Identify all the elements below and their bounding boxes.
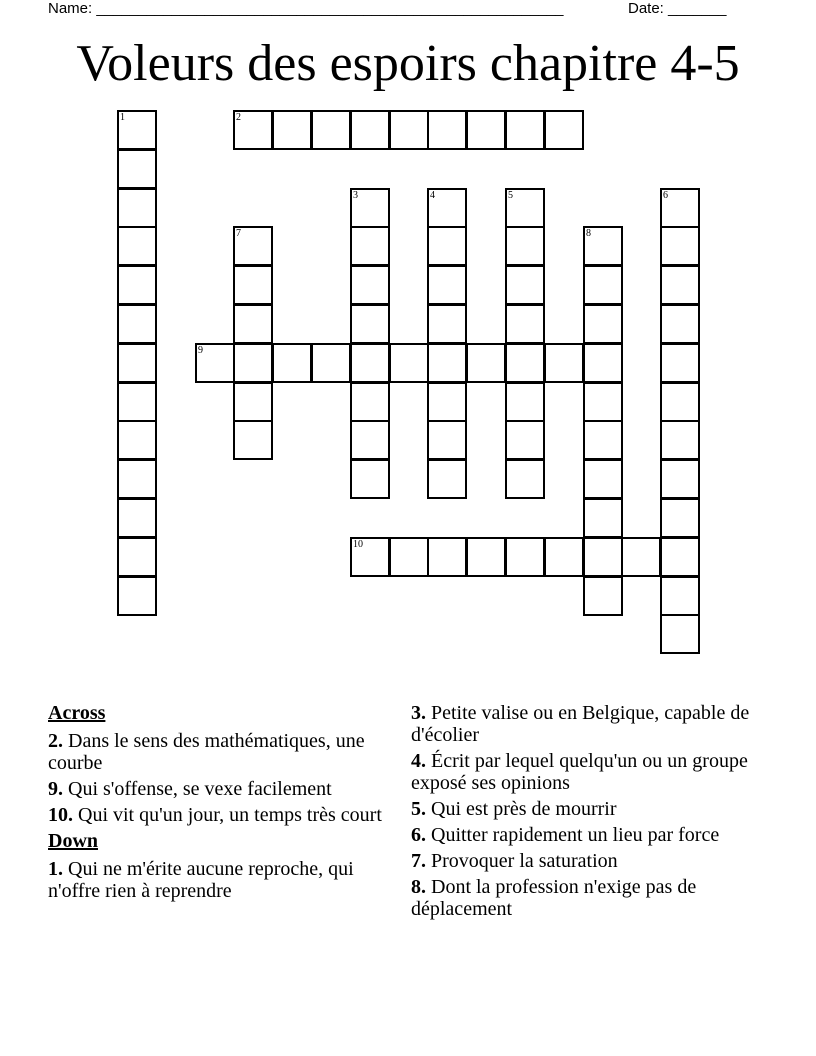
grid-cell[interactable] [660,420,700,460]
grid-cell[interactable] [350,304,390,344]
grid-cell[interactable] [350,343,390,383]
grid-cell[interactable] [466,343,506,383]
grid-cell[interactable] [350,226,390,266]
grid-cell[interactable] [427,188,467,228]
clue-down-6 [411,824,751,846]
clue-down-7 [411,850,751,872]
grid-cell[interactable] [505,382,545,422]
page-title: Voleurs des espoirs chapitre 4-5 [76,35,740,92]
grid-cell[interactable] [660,188,700,228]
grid-cell[interactable] [117,382,157,422]
grid-cell[interactable] [505,459,545,499]
grid-cell[interactable] [505,343,545,383]
grid-cell[interactable] [233,382,273,422]
grid-cell[interactable] [117,537,157,577]
cell-number: 2 [236,112,241,123]
grid-cell[interactable] [117,304,157,344]
grid-cell[interactable] [311,343,351,383]
cell-number: 6 [663,190,668,201]
grid-cell[interactable] [350,110,390,150]
name-field[interactable]: Name: ________________________________________________________ [48,0,564,17]
grid-cell[interactable] [427,110,467,150]
grid-cell[interactable] [544,110,584,150]
grid-cell[interactable] [427,420,467,460]
grid-cell[interactable] [233,110,273,150]
grid-cell[interactable] [505,537,545,577]
clue-number: 8. [411,876,426,898]
clue-down-5 [411,798,751,820]
grid-cell[interactable] [272,343,312,383]
cell-number: 10 [353,539,363,550]
clue-number: 6. [411,824,426,846]
cell-number: 8 [586,228,591,239]
grid-cell[interactable] [272,110,312,150]
grid-cell[interactable] [427,459,467,499]
grid-cell[interactable] [660,265,700,305]
clue-number: 1. [48,858,63,880]
grid-cell[interactable] [505,226,545,266]
grid-cell[interactable] [117,110,157,150]
grid-cell[interactable] [389,110,429,150]
clue-number: 4. [411,750,426,772]
grid-cell[interactable] [583,498,623,538]
clue-text: Provoquer la saturation [431,850,618,872]
grid-cell[interactable] [350,382,390,422]
clue-down-4 [411,750,751,794]
grid-cell[interactable] [466,110,506,150]
grid-cell[interactable] [117,420,157,460]
grid-cell[interactable] [117,188,157,228]
clues-right-column [411,702,751,924]
grid-cell[interactable] [350,459,390,499]
grid-cell[interactable] [583,576,623,616]
cell-number: 4 [430,190,435,201]
grid-cell[interactable] [583,304,623,344]
grid-cell[interactable] [660,226,700,266]
grid-cell[interactable] [117,226,157,266]
grid-cell[interactable] [427,304,467,344]
grid-cell[interactable] [389,343,429,383]
clue-text: Dont la profession n'exige pas de déplacement [411,876,697,920]
clue-across-10 [48,804,393,826]
clue-text: Qui vit qu'un jour, un temps très court [78,804,382,826]
grid-cell[interactable] [544,343,584,383]
clue-number: 2. [48,730,63,752]
clue-text: Petite valise ou en Belgique, capable de d'écolier [411,702,750,746]
grid-cell[interactable] [350,188,390,228]
cell-number: 9 [198,345,203,356]
grid-cell[interactable] [583,420,623,460]
grid-cell[interactable] [389,537,429,577]
clue-text: Quitter rapidement un lieu par force [431,824,720,846]
grid-cell[interactable] [427,265,467,305]
clue-text: Qui est près de mourrir [431,798,617,820]
down-heading: Down [48,830,99,852]
grid-cell[interactable] [311,110,351,150]
cell-number: 1 [120,112,125,123]
grid-cell[interactable] [583,343,623,383]
grid-cell[interactable] [660,304,700,344]
clue-text: Qui s'offense, se vexe facilement [68,778,332,800]
grid-cell[interactable] [660,343,700,383]
grid-cell[interactable] [117,265,157,305]
clue-number: 7. [411,850,426,872]
clue-number: 3. [411,702,426,724]
grid-cell[interactable] [117,576,157,616]
grid-cell[interactable] [117,459,157,499]
grid-cell[interactable] [660,537,700,577]
cell-number: 7 [236,228,241,239]
clue-down-3 [411,702,751,746]
grid-cell[interactable] [505,420,545,460]
grid-cell[interactable] [505,188,545,228]
across-heading: Across [48,702,106,724]
clue-number: 5. [411,798,426,820]
grid-cell[interactable] [505,265,545,305]
grid-cell[interactable] [195,343,235,383]
grid-cell[interactable] [117,343,157,383]
grid-cell[interactable] [233,343,273,383]
grid-cell[interactable] [505,304,545,344]
grid-cell[interactable] [427,382,467,422]
grid-cell[interactable] [466,537,506,577]
grid-cell[interactable] [583,382,623,422]
grid-cell[interactable] [233,226,273,266]
clue-text: Écrit par lequel quelqu'un ou un groupe exposé ses opinions [411,750,748,794]
grid-cell[interactable] [233,420,273,460]
grid-cell[interactable] [233,265,273,305]
grid-cell[interactable] [544,537,584,577]
grid-cell[interactable] [660,382,700,422]
clue-number: 10. [48,804,73,826]
grid-cell[interactable] [583,265,623,305]
grid-cell[interactable] [233,304,273,344]
grid-cell[interactable] [350,537,390,577]
grid-cell[interactable] [350,420,390,460]
grid-cell[interactable] [505,110,545,150]
date-field[interactable]: Date: _______ [628,0,727,17]
grid-cell[interactable] [660,498,700,538]
grid-cell[interactable] [621,537,661,577]
clue-down-8 [411,876,751,920]
cell-number: 3 [353,190,358,201]
grid-cell[interactable] [427,537,467,577]
grid-cell[interactable] [117,498,157,538]
clue-text: Qui ne m'érite aucune reproche, qui n'offre rien à reprendre [48,858,354,902]
cell-number: 5 [508,190,513,201]
grid-cell[interactable] [350,265,390,305]
grid-cell[interactable] [583,459,623,499]
grid-cell[interactable] [583,537,623,577]
grid-cell[interactable] [660,576,700,616]
clue-across-2 [48,730,393,774]
grid-cell[interactable] [660,614,700,654]
grid-cell[interactable] [427,343,467,383]
clue-number: 9. [48,778,63,800]
clue-across-9 [48,778,393,800]
clues-left-column [48,702,393,906]
clue-text: Dans le sens des mathématiques, une courbe [48,730,365,774]
grid-cell[interactable] [583,226,623,266]
grid-cell[interactable] [117,149,157,189]
grid-cell[interactable] [427,226,467,266]
grid-cell[interactable] [660,459,700,499]
clue-down-1 [48,858,393,902]
